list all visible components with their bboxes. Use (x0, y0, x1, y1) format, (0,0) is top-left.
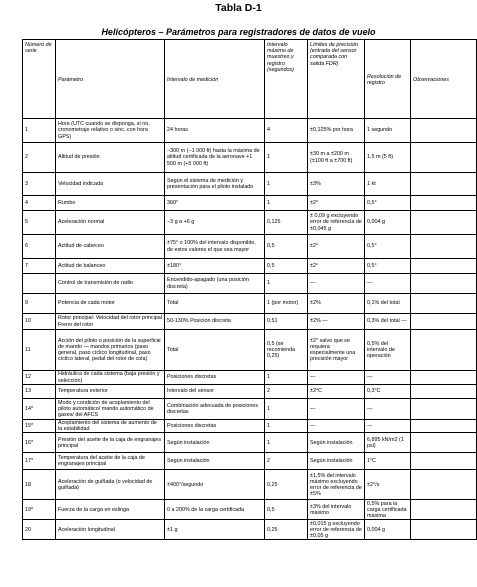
remarks-cell (411, 143, 477, 173)
sampling-interval-cell: 0,5 (265, 235, 308, 259)
resolution-cell: 0,1% del total (365, 294, 411, 314)
remarks-cell (411, 235, 477, 259)
accuracy-limits-cell: ±30 m a ±200 m (±100 ft a ±700 ft) (308, 143, 365, 173)
sampling-interval-cell: 1 (265, 433, 308, 453)
serial-number-cell: 3 (23, 173, 56, 196)
table-row (23, 385, 477, 399)
remarks-cell (411, 294, 477, 314)
sampling-interval-cell: 0,25 (265, 470, 308, 500)
accuracy-limits-cell: Según instalación (308, 433, 365, 453)
sampling-interval-cell: 0,125 (265, 211, 308, 235)
resolution-cell: — (365, 371, 411, 385)
accuracy-limits-cell: ±2% — (308, 314, 365, 330)
serial-number-cell: 4 (23, 196, 56, 211)
parameter-cell: Rumbo (56, 196, 165, 211)
table-row (23, 196, 477, 211)
remarks-cell (411, 453, 477, 470)
header-cell: Intervalo máximo de muestreo y registro (segundos) (265, 40, 308, 119)
serial-number-cell: 15* (23, 420, 56, 433)
resolution-cell: 0,3°C (365, 385, 411, 399)
remarks-cell (411, 259, 477, 274)
parameter-cell: Velocidad indicada (56, 173, 165, 196)
resolution-cell: 0,3% del total — (365, 314, 411, 330)
table-row (23, 399, 477, 420)
table-row (23, 371, 477, 385)
measurement-range-cell: Según el sistema de medición y presentación para el piloto instalado (165, 173, 265, 196)
parameter-cell: Modo y condición de acoplamiento del piloto automático/ mando automático de gases/ del AFCS (56, 399, 165, 420)
serial-number-cell (23, 274, 56, 294)
table-row (23, 520, 477, 540)
serial-number-cell: 1 (23, 119, 56, 143)
parameter-cell: Aceleración de guiñada (o velocidad de guiñada) (56, 470, 165, 500)
accuracy-limits-cell: ±2° (308, 259, 365, 274)
flight-data-parameters-table (22, 39, 477, 540)
sampling-interval-cell: 1 (265, 274, 308, 294)
table-row (23, 274, 477, 294)
resolution-cell: 6,895 kN/m2 (1 psi) (365, 433, 411, 453)
parameter-cell: Temperatura del aceite de la caja de engranajes principal (56, 453, 165, 470)
header-cell: Resolución de registro (365, 40, 411, 119)
accuracy-limits-cell: ±3% (308, 173, 365, 196)
serial-number-cell: 17* (23, 453, 56, 470)
accuracy-limits-cell: — (308, 274, 365, 294)
measurement-range-cell: Posiciones discretas (165, 420, 265, 433)
measurement-range-cell: Posiciones discretas (165, 371, 265, 385)
measurement-range-cell: −300 m (−1 000 ft) hasta la máxima de altitud certificada de la aeronave +1 500 m (+5 000 ft) (165, 143, 265, 173)
parameter-cell: Temperatura exterior (56, 385, 165, 399)
measurement-range-cell: 0 a 200% de la carga certificada (165, 500, 265, 520)
table-row (23, 433, 477, 453)
accuracy-limits-cell: ±1,5% del intervalo máximo excluyendo error de referencia de ±5% (308, 470, 365, 500)
serial-number-cell: 18 (23, 470, 56, 500)
table-row (23, 259, 477, 274)
remarks-cell (411, 385, 477, 399)
resolution-cell: 1°C (365, 453, 411, 470)
serial-number-cell: 5 (23, 211, 56, 235)
header-cell: Número de serie (23, 40, 56, 119)
table-row (23, 173, 477, 196)
resolution-cell: — (365, 399, 411, 420)
resolution-cell: 0,5% para la carga certificada máxima (365, 500, 411, 520)
sampling-interval-cell: 0,5 (265, 500, 308, 520)
remarks-cell (411, 399, 477, 420)
table-row (23, 294, 477, 314)
header-cell: Observaciones (411, 40, 477, 119)
measurement-range-cell: −3 g a +6 g (165, 211, 265, 235)
measurement-range-cell: Total (165, 330, 265, 371)
accuracy-limits-cell: ±0,125% por hora (308, 119, 365, 143)
sampling-interval-cell: 1 (265, 173, 308, 196)
accuracy-limits-cell: ±0,015 g excluyendo error de referencia de ±0,05 g (308, 520, 365, 540)
table-row (23, 143, 477, 173)
resolution-cell: 0,5° (365, 196, 411, 211)
table-title: Tabla D-1 (215, 2, 262, 14)
parameter-cell: Potencia de cada motor (56, 294, 165, 314)
table-row (23, 211, 477, 235)
table-row (23, 330, 477, 371)
accuracy-limits-cell: — (308, 420, 365, 433)
table-row (23, 119, 477, 143)
measurement-range-cell: ±180° (165, 259, 265, 274)
sampling-interval-cell: 1 (265, 143, 308, 173)
remarks-cell (411, 500, 477, 520)
measurement-range-cell: 360° (165, 196, 265, 211)
serial-number-cell: 7 (23, 259, 56, 274)
measurement-range-cell: Intervalo del sensor (165, 385, 265, 399)
resolution-cell: 1 kt (365, 173, 411, 196)
sampling-interval-cell: 4 (265, 119, 308, 143)
accuracy-limits-cell: ± 0,09 g excluyendo error de referencia de ±0,045 g (308, 211, 365, 235)
resolution-cell: ±2°/s (365, 470, 411, 500)
sampling-interval-cell: 1 (265, 420, 308, 433)
serial-number-cell: 9 (23, 294, 56, 314)
table-row (23, 420, 477, 433)
sampling-interval-cell: 1 (265, 371, 308, 385)
header-cell: Parámetro (56, 40, 165, 119)
sampling-interval-cell: 1 (265, 399, 308, 420)
parameter-cell: Acción del piloto o posición de la superficie de mando — mandos primarios (paso general, paso cíclico longitudinal, paso cíclico lateral, pedal del rotor de cola) (56, 330, 165, 371)
measurement-range-cell: ±400°/segundo (165, 470, 265, 500)
measurement-range-cell: Combinación adecuada de posiciones discretas (165, 399, 265, 420)
resolution-cell: 0,5° (365, 235, 411, 259)
accuracy-limits-cell: ±2° salvo que se requiera especialmente una precisión mayor (308, 330, 365, 371)
table-row (23, 500, 477, 520)
table-row (23, 235, 477, 259)
measurement-range-cell: ±75° o 100% del intervalo disponible, de estos valores el que sea mayor (165, 235, 265, 259)
measurement-range-cell: Según instalación (165, 433, 265, 453)
parameter-cell: Fuerza de la carga en eslinga (56, 500, 165, 520)
accuracy-limits-cell: — (308, 371, 365, 385)
resolution-cell: — (365, 274, 411, 294)
sampling-interval-cell: 2 (265, 453, 308, 470)
remarks-cell (411, 470, 477, 500)
measurement-range-cell: Total (165, 294, 265, 314)
parameter-cell: Acoplamiento del sistema de aumento de la estabilidad (56, 420, 165, 433)
table-row (23, 314, 477, 330)
accuracy-limits-cell: Según instalación (308, 453, 365, 470)
header-row (23, 40, 477, 119)
sampling-interval-cell: 0,51 (265, 314, 308, 330)
measurement-range-cell: Según instalación (165, 453, 265, 470)
accuracy-limits-cell: ±3% del intervalo máximo (308, 500, 365, 520)
parameter-cell: Aceleración normal (56, 211, 165, 235)
parameter-cell: Actitud de cabeceo (56, 235, 165, 259)
remarks-cell (411, 274, 477, 294)
table-row (23, 470, 477, 500)
resolution-cell: 0,004 g (365, 211, 411, 235)
parameter-cell: Hora (UTC cuando se disponga, si no, cronometraje relativo o sinc. con hora GPS) (56, 119, 165, 143)
serial-number-cell: 20 (23, 520, 56, 540)
sampling-interval-cell: 2 (265, 385, 308, 399)
sampling-interval-cell: 0,5 (se recomienda 0,25) (265, 330, 308, 371)
serial-number-cell: 11 (23, 330, 56, 371)
parameter-cell: Altitud de presión (56, 143, 165, 173)
parameter-cell: Rotor principal: Velocidad del rotor principal Freno del rotor (56, 314, 165, 330)
remarks-cell (411, 196, 477, 211)
parameter-cell: Presión del aceite de la caja de engranajes principal (56, 433, 165, 453)
serial-number-cell: 13 (23, 385, 56, 399)
accuracy-limits-cell: ±2°C (308, 385, 365, 399)
accuracy-limits-cell: ±2° (308, 196, 365, 211)
resolution-cell: 1 segundo (365, 119, 411, 143)
sampling-interval-cell: 1 (por motor) (265, 294, 308, 314)
remarks-cell (411, 211, 477, 235)
measurement-range-cell: ±1 g (165, 520, 265, 540)
header-cell: Límites de precisión (entrada del sensor comparada con salida FDR) (308, 40, 365, 119)
table-subtitle: Helicópteros – Parámetros para registradores de datos de vuelo (101, 27, 376, 37)
remarks-cell (411, 119, 477, 143)
serial-number-cell: 19* (23, 500, 56, 520)
parameter-cell: Actitud de balanceo (56, 259, 165, 274)
measurement-range-cell: 50-130% Posición discreta (165, 314, 265, 330)
serial-number-cell: 6 (23, 235, 56, 259)
serial-number-cell: 2 (23, 143, 56, 173)
remarks-cell (411, 314, 477, 330)
parameter-cell: Control de transmisión de radio (56, 274, 165, 294)
table-row (23, 453, 477, 470)
resolution-cell: 0,5° (365, 259, 411, 274)
serial-number-cell: 16* (23, 433, 56, 453)
remarks-cell (411, 420, 477, 433)
remarks-cell (411, 173, 477, 196)
resolution-cell: 0,5% del intervalo de operación (365, 330, 411, 371)
sampling-interval-cell: 0,25 (265, 520, 308, 540)
resolution-cell: — (365, 420, 411, 433)
resolution-cell: 1,5 m (5 ft) (365, 143, 411, 173)
measurement-range-cell: Encendido-apagado (una posición discreta) (165, 274, 265, 294)
serial-number-cell: 10 (23, 314, 56, 330)
accuracy-limits-cell: ±2° (308, 235, 365, 259)
remarks-cell (411, 433, 477, 453)
parameter-cell: Hidráulica de cada sistema (baja presión y selección) (56, 371, 165, 385)
header-cell: Intervalo de medición (165, 40, 265, 119)
remarks-cell (411, 371, 477, 385)
accuracy-limits-cell: ±2% (308, 294, 365, 314)
resolution-cell: 0,004 g (365, 520, 411, 540)
accuracy-limits-cell: — (308, 399, 365, 420)
measurement-range-cell: 24 horas (165, 119, 265, 143)
serial-number-cell: 14* (23, 399, 56, 420)
serial-number-cell: 12 (23, 371, 56, 385)
sampling-interval-cell: 1 (265, 196, 308, 211)
remarks-cell (411, 330, 477, 371)
sampling-interval-cell: 0,5 (265, 259, 308, 274)
remarks-cell (411, 520, 477, 540)
parameter-cell: Aceleración longitudinal (56, 520, 165, 540)
